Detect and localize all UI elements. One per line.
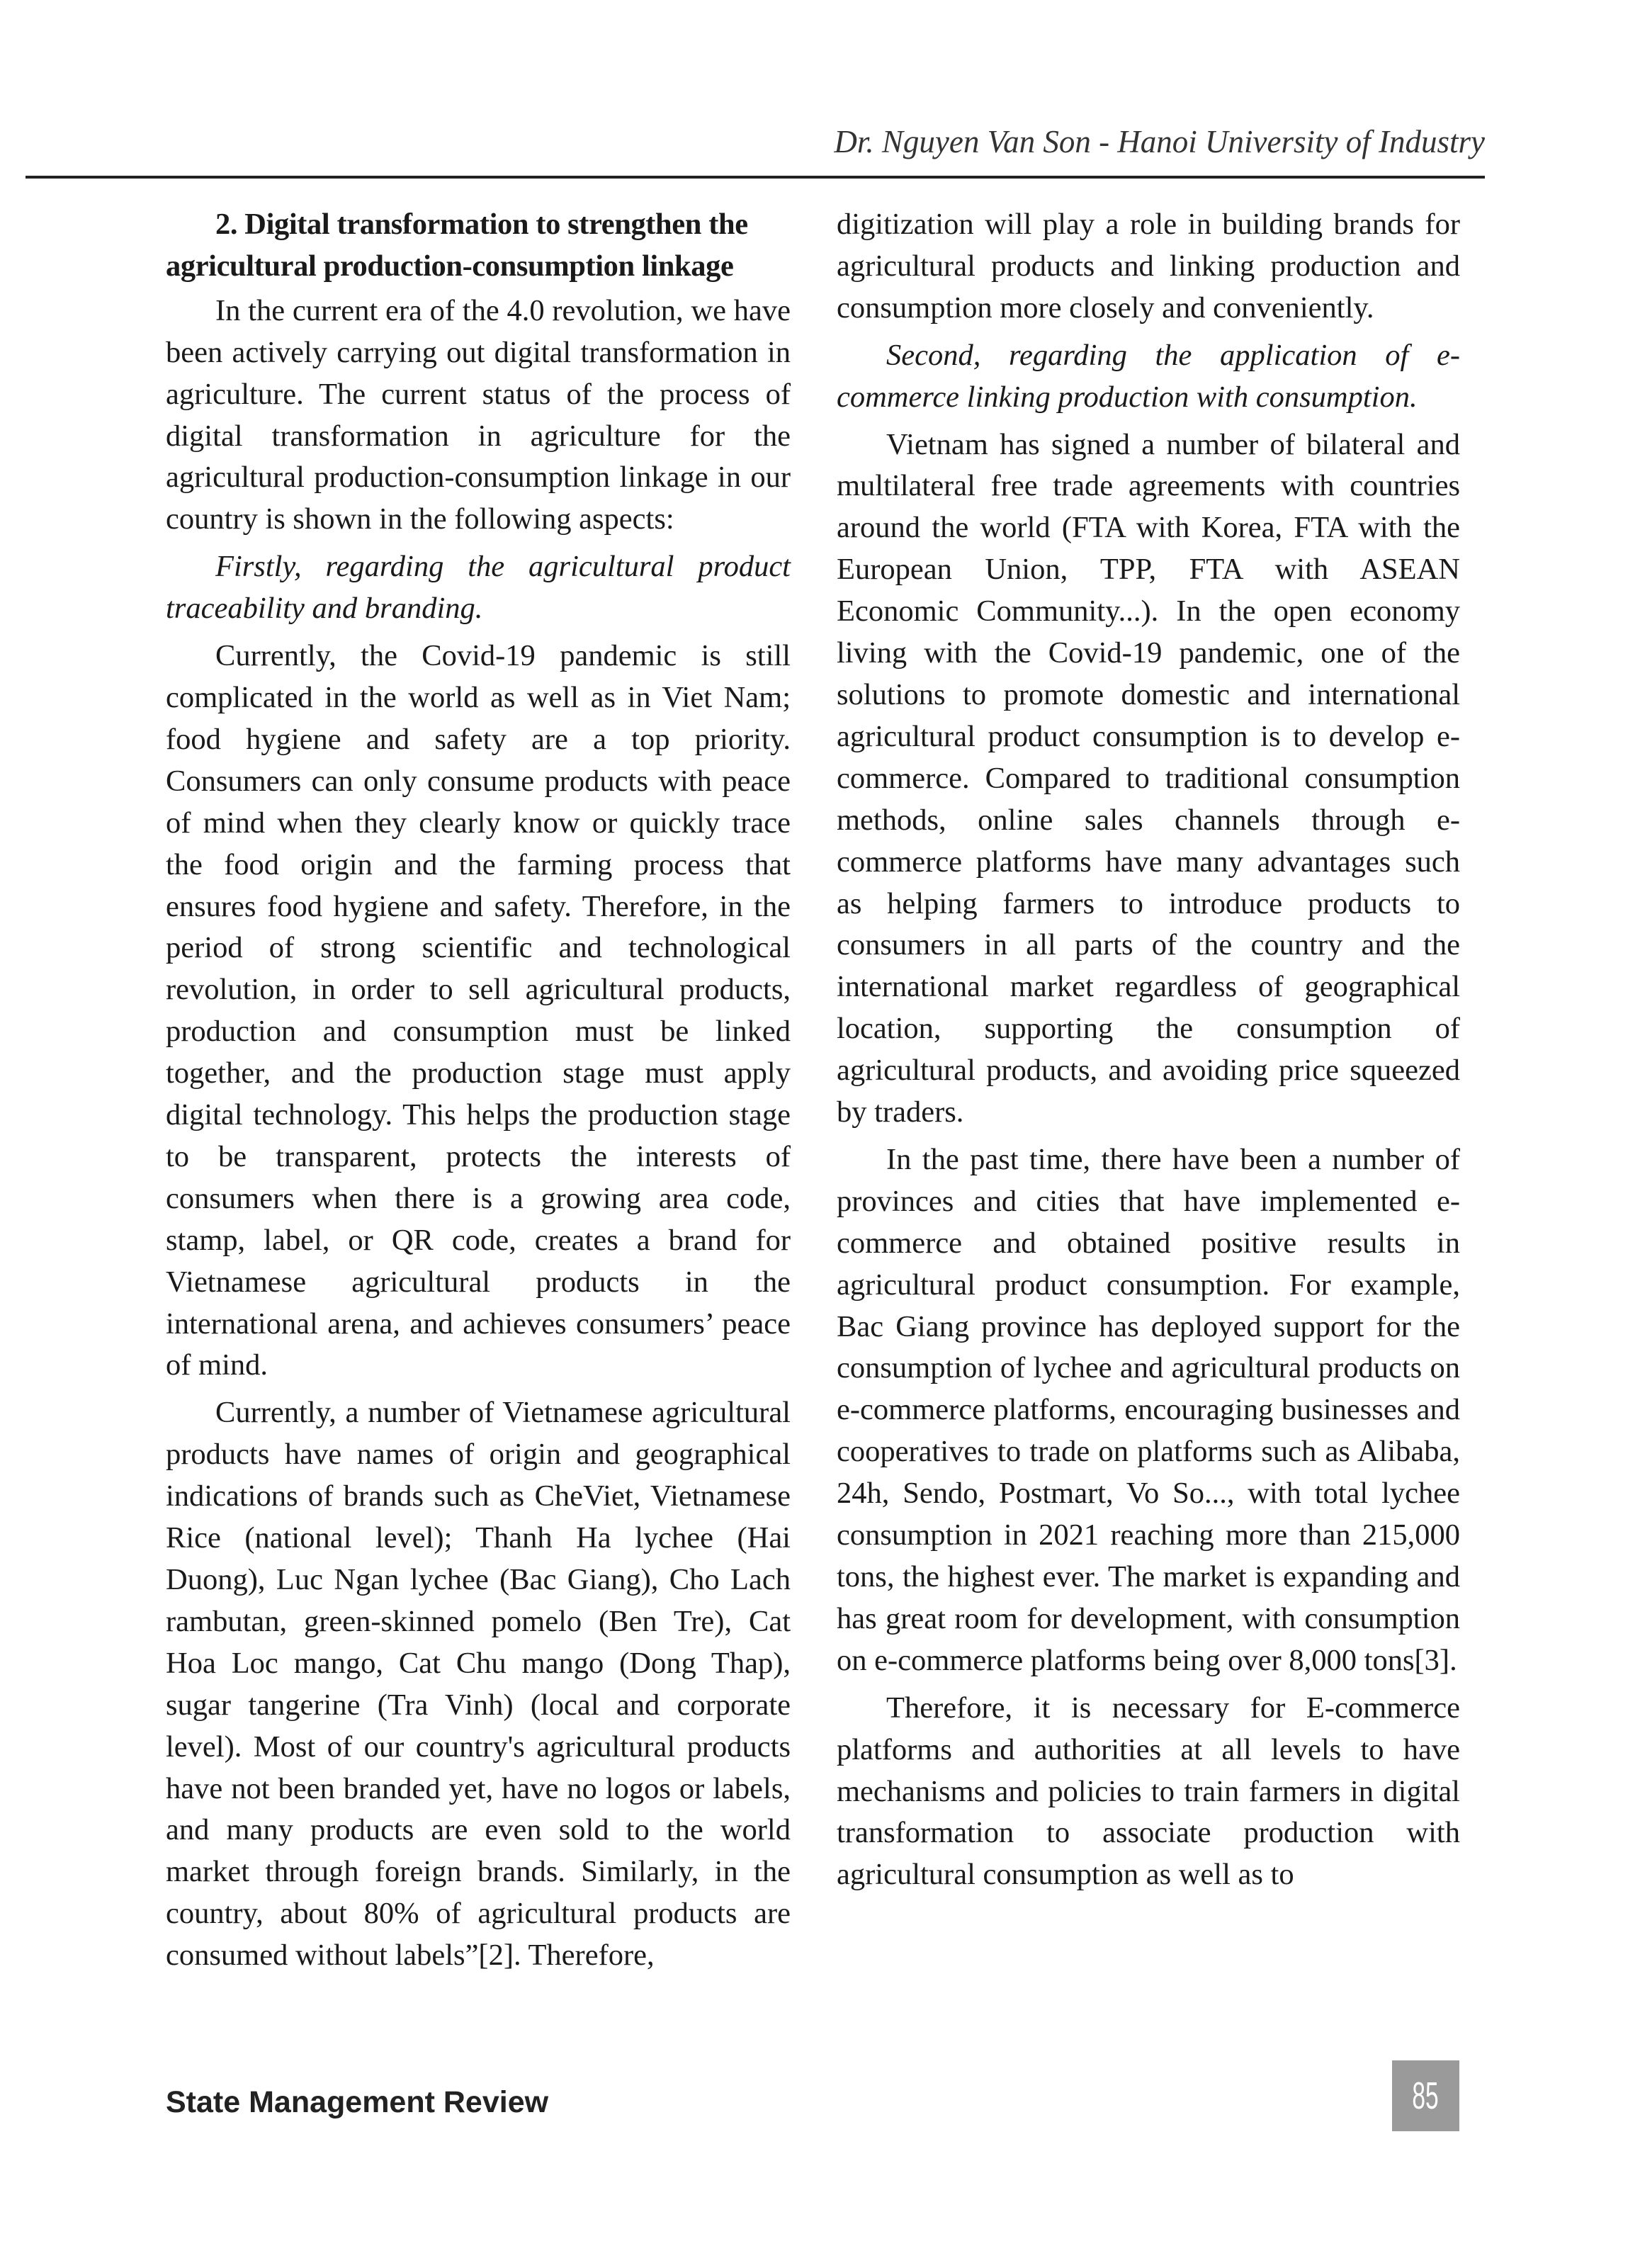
italic-subheading: Second, regarding the application of e-commerce linking production with consumption. xyxy=(837,338,1460,414)
italic-subheading: Firstly, regarding the agricultural product traceability and branding. xyxy=(166,550,791,626)
paragraph: In the past time, there have been a number of provinces and cities that have implemented e-commerce and obtained positive results in agricultural product consumption. For example, Bac Giang province has deployed support for the consumption of lychee and agricultural products on e-commerce platforms, encouraging businesses and cooperatives to trade on platforms such as Alibaba, 24h, Sendo, Postmart, Vo So..., with total lychee consumption in 2021 reaching more than 215,000 tons, the highest ever. The market is expanding and has great room for development, with consumption on e-commerce platforms being over 8,000 tons[3]. xyxy=(837,1142,1460,1677)
journal-title: State Management Review xyxy=(166,2085,549,2119)
page-number-box xyxy=(1392,2060,1459,2131)
paragraph: Therefore, it is necessary for E-commerce platforms and authorities at all levels to have mechanisms and policies to train farmers in digital transformation to associate production with agricultural consumption as well as to xyxy=(837,1691,1460,1892)
paragraph: Currently, the Covid-19 pandemic is still complicated in the world as well as in Viet Nam; food hygiene and safety are a top priority. Consumers can only consume products with peace of mind when they clearly know or quickly trace the food origin and the farming process that ensures food hygiene and safety. Therefore, in the period of strong scientific and technological revolution, in order to sell agricultural products, production and consumption must be linked together, and the production stage must apply digital technology. This helps the production stage to be transparent, protects the interests of consumers when there is a growing area code, stamp, label, or QR code, creates a brand for Vietnamese agricultural products in the international arena, and achieves consumers’ peace of mind. xyxy=(166,639,791,1382)
paragraph: Currently, a number of Vietnamese agricultural products have names of origin and geographical indications of brands such as CheViet, Vietnamese Rice (national level); Thanh Ha lychee (Hai Duong), Luc Ngan lychee (Bac Giang), Cho Lach rambutan, green-skinned pomelo (Ben Tre), Cat Hoa Loc mango, Cat Chu mango (Dong Thap), sugar tangerine (Tra Vinh) (local and corporate level). Most of our country's agricultural products have not been branded yet, have no logos or labels, and many products are even sold to the world market through foreign brands. Similarly, in the country, about 80% of agricultural products are consumed without labels”[2]. Therefore, xyxy=(166,1396,791,1973)
running-header xyxy=(26,119,1485,179)
paragraph: Vietnam has signed a number of bilateral and multilateral free trade agreements with countries around the world (FTA with Korea, FTA with the European Union, TPP, FTA with ASEAN Economic Community...). In the open economy living with the Covid-19 pandemic, one of the solutions to promote domestic and international agricultural product consumption is to develop e-commerce. Compared to traditional consumption methods, online sales channels through e-commerce platforms have many advantages such as helping farmers to introduce products to consumers in all parts of the country and the international market regardless of geographical location, supporting the consumption of agricultural products, and avoiding price squeezed by traders. xyxy=(837,427,1460,1129)
left-column xyxy=(166,204,791,1982)
right-column xyxy=(837,204,1460,1902)
section-heading: 2. Digital transformation to strengthen the agricultural production-consumption linkage xyxy=(166,208,748,283)
paragraph: In the current era of the 4.0 revolution, we have been actively carrying out digital transformation in agriculture. The current status of the process of digital transformation in agriculture for the agricultural production-consumption linkage in our country is shown in the following aspects: xyxy=(166,293,791,536)
running-head-text: Dr. Nguyen Van Son - Hanoi University of Industry xyxy=(834,124,1485,159)
page-number: 85 xyxy=(1412,2075,1440,2117)
paragraph-continued: digitization will play a role in building brands for agricultural products and linking production and consumption more closely and conveniently. xyxy=(837,208,1460,325)
